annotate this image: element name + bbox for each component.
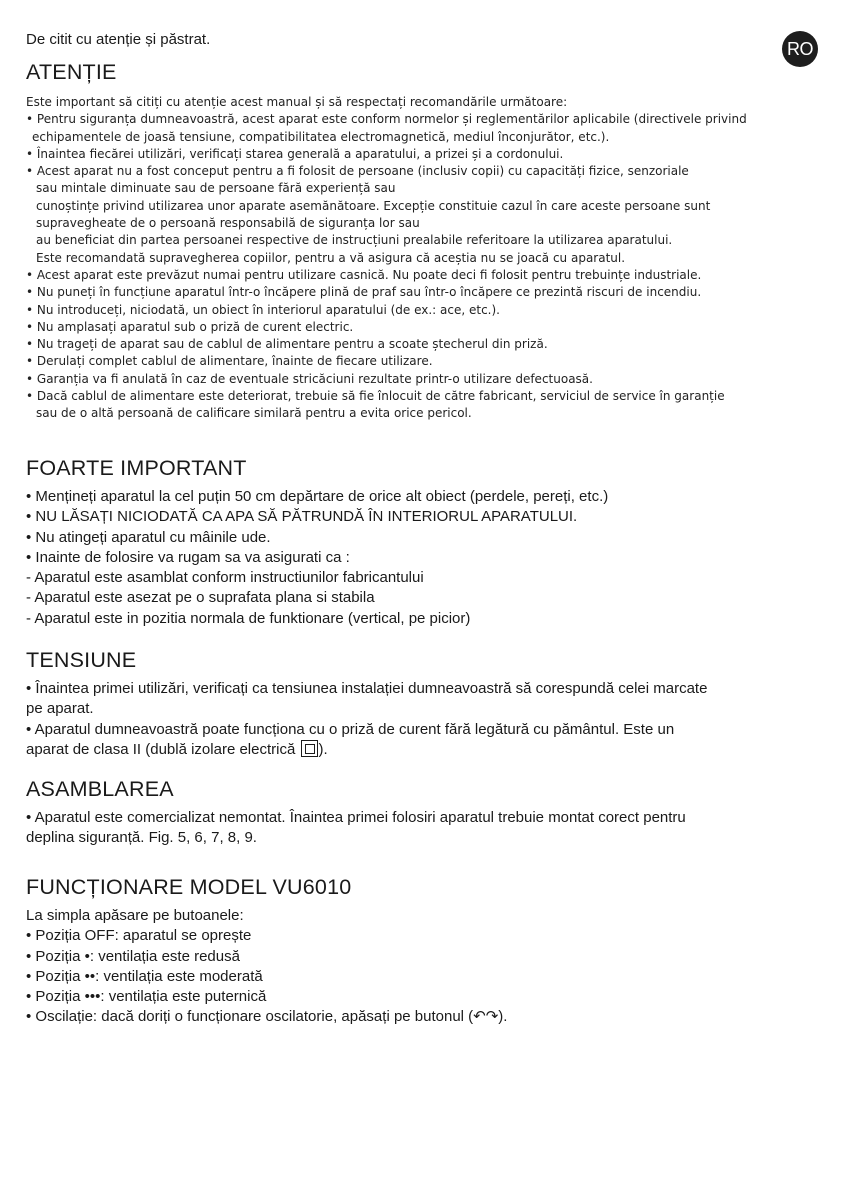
list-item: • Mențineți aparatul la cel puțin 50 cm depărtare de orice alt obiect (perdele, pereți, etc.) — [26, 488, 609, 505]
paragraph-line: • Aparatul dumneavoastră poate funcționa cu o priză de curent fără legătură cu pământul. Este un — [26, 720, 675, 738]
list-item: • Derulați complet cablul de alimentare, înainte de fiecare utilizare. — [26, 354, 433, 369]
list-item: • Poziția •: ventilația este redusă — [26, 947, 240, 965]
asamblarea-text — [26, 808, 686, 849]
section-asamblarea — [26, 777, 686, 849]
section-tensiune — [26, 648, 707, 760]
list-item: • Nu trageți de aparat sau de cablul de alimentare pentru a scoate ștecherul din priză. — [26, 337, 548, 352]
class-ii-text: aparat de clasa II (dublă izolare electrică — [26, 740, 300, 758]
double-insulation-icon — [301, 740, 318, 757]
list-item-continuation: supravegheate de o persoană responsabilă de siguranța lor sau — [36, 216, 420, 231]
list-item: • NU LĂSAȚI NICIODATĂ CA APA SĂ PĂTRUNDĂ ÎN INTERIORUL APARATULUI. — [26, 508, 578, 526]
list-item: • Dacă cablul de alimentare este deteriorat, trebuie să fie înlocuit de către fabricant, serviciul de service în garanție — [26, 389, 725, 404]
list-item: • Nu atingeți aparatul cu mâinile ude. — [26, 528, 271, 546]
list-item: • Nu amplasați aparatul sub o priză de curent electric. — [26, 319, 354, 334]
list-item: • Poziția ••: ventilația este moderată — [26, 967, 263, 985]
section-atentie — [26, 60, 747, 423]
paragraph-line: deplina siguranță. Fig. 5, 6, 7, 8, 9. — [26, 829, 257, 847]
foarte-important-text — [26, 487, 608, 629]
paragraph-line: pe aparat. — [26, 700, 94, 718]
list-item: • Nu introduceți, niciodată, un obiect în interiorul aparatului (de ex.: ace, etc.). — [26, 302, 500, 317]
list-item-continuation: au beneficiat din partea persoanei respective de instrucțiuni prealabile referitoare la utilizarea aparatului. — [36, 233, 673, 248]
section-functionare — [26, 875, 507, 1028]
list-item: • Poziția OFF: aparatul se oprește — [26, 927, 252, 945]
list-item: - Aparatul este asezat pe o suprafata plana si stabila — [26, 589, 375, 607]
section-title-asamblarea: ASAMBLAREA — [26, 777, 174, 801]
list-item: • Poziția •••: ventilația este puternică — [26, 988, 267, 1006]
list-item-continuation: sau mintale diminuate sau de persoane fără experiență sau — [36, 181, 396, 196]
section-title-foarte-important: FOARTE IMPORTANT — [26, 456, 247, 480]
section-title-functionare: FUNCȚIONARE MODEL VU6010 — [26, 875, 352, 899]
paragraph-line: • Aparatul este comercializat nemontat. Înaintea primei folosiri aparatul trebuie montat corect pentru — [26, 809, 686, 826]
list-item: • Inainte de folosire va rugam sa va asigurati ca : — [26, 548, 350, 566]
paragraph-line: La simpla apăsare pe butoanele: — [26, 907, 244, 924]
list-item-continuation: sau de o altă persoană de calificare similară pentru a evita orice pericol. — [36, 406, 472, 421]
list-item: • Oscilație: dacă doriți o funcționare oscilatorie, apăsați pe butonul (↶↷). — [26, 1008, 508, 1026]
language-badge: RO — [782, 31, 818, 67]
tensiune-text — [26, 679, 707, 760]
section-title-tensiune: TENSIUNE — [26, 648, 137, 672]
list-item: • Pentru siguranța dumneavoastră, acest aparat este conform normelor și reglementărilor aplicabile (directivele privind — [26, 112, 747, 127]
list-item-continuation: Este recomandată supravegherea copiilor, pentru a vă asigura că aceștia nu se joacă cu aparatul. — [36, 250, 626, 265]
list-item: • Garanția va fi anulată în caz de eventuale stricăciuni rezultate printr-o utilizare defectuoasă. — [26, 371, 593, 386]
section-title-atentie: ATENȚIE — [26, 60, 117, 84]
list-item-continuation: echipamentele de joasă tensiune, compatibilitatea electromagnetică, mediul înconjurător, etc.). — [32, 129, 610, 144]
class-ii-text-end: ). — [318, 740, 328, 758]
top-note: De citit cu atenție și păstrat. — [26, 31, 211, 48]
paragraph: Este important să citiți cu atenție acest manual și să respectați recomandările următoare: — [26, 95, 568, 109]
list-item: • Înaintea fiecărei utilizări, verificați starea generală a aparatului, a prizei și a cordonului. — [26, 146, 564, 161]
list-item: • Acest aparat este prevăzut numai pentru utilizare casnică. Nu poate deci fi folosit pentru trebuințe industriale. — [26, 267, 702, 282]
paragraph-line — [26, 740, 707, 760]
list-item: - Aparatul este in pozitia normala de funktionare (vertical, pe picior) — [26, 609, 471, 627]
list-item-continuation: cunoștințe privind utilizarea unor aparate asemănătoare. Excepție constituie cazul în care aceste persoane sunt — [36, 198, 711, 213]
functionare-text — [26, 906, 507, 1028]
list-item: - Aparatul este asamblat conform instructiunilor fabricantului — [26, 569, 424, 587]
list-item: • Acest aparat nu a fost conceput pentru a fi folosit de persoane (inclusiv copii) cu capacități fizice, senzoriale — [26, 164, 689, 179]
section-foarte-important — [26, 456, 608, 629]
list-item: • Nu puneți în funcțiune aparatul într-o încăpere plină de praf sau într-o încăpere ce prezintă riscuri de incendiu. — [26, 285, 702, 300]
atentie-text — [26, 94, 747, 423]
paragraph-line: • Înaintea primei utilizări, verificați ca tensiunea instalației dumneavoastră să corespundă celei marcate — [26, 680, 708, 697]
